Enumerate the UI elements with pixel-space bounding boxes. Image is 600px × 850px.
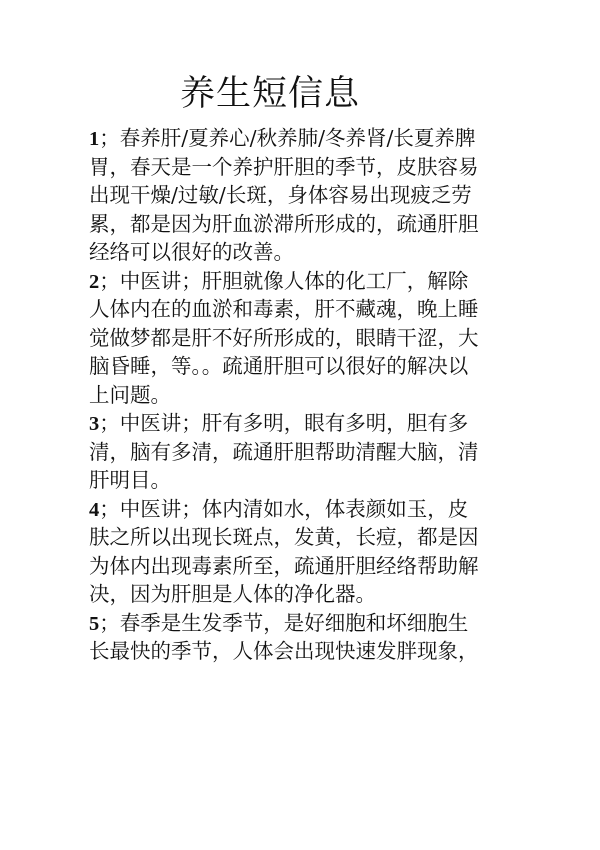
paragraph-line: 决，因为肝胆是人体的净化器。 bbox=[89, 582, 376, 606]
paragraph-5 bbox=[89, 609, 529, 666]
paragraph-number: 2 bbox=[89, 270, 100, 293]
paragraph-line: 清，脑有多清，疏通肝胆帮助清醒大脑，清 bbox=[89, 439, 479, 464]
paragraph-line: 觉做梦都是肝不好所形成的，眼睛干涩，大 bbox=[89, 325, 479, 350]
line-text: ；中医讲；体内清如水，体表颜如玉，皮 bbox=[99, 496, 469, 521]
paragraph-line: 肤之所以出现长斑点，发黄，长痘，都是因 bbox=[89, 525, 479, 549]
document-title: 养生短信息 bbox=[180, 74, 361, 114]
paragraph-line: 为体内出现毒素所至，疏通肝胆经络帮助解 bbox=[89, 553, 479, 578]
paragraph-line: 胃，春天是一个养护肝胆的季节，皮肤容易 bbox=[89, 154, 479, 179]
paragraph-number: 1 bbox=[89, 128, 100, 150]
paragraph-line bbox=[89, 267, 529, 296]
paragraph-line: 累，都是因为肝血淤滞所形成的，疏通肝胆 bbox=[89, 211, 479, 236]
paragraph-2 bbox=[89, 267, 529, 410]
paragraph-line bbox=[89, 124, 529, 153]
paragraph-4 bbox=[89, 495, 529, 609]
paragraph-line: 长最快的季节，人体会出现快速发胖现象， bbox=[89, 639, 479, 663]
paragraph-line bbox=[89, 409, 529, 438]
paragraph-number: 5 bbox=[89, 612, 100, 635]
paragraph-line: 人体内在的血淤和毒素，肝不藏魂，晚上睡 bbox=[89, 297, 479, 321]
paragraph-line: 上问题。 bbox=[89, 382, 171, 407]
line-text: ；春养肝/夏养心/秋养肺/冬养肾/长夏养脾 bbox=[99, 126, 476, 150]
paragraph-1 bbox=[89, 124, 529, 267]
paragraph-line: 脑昏睡，等。。疏通肝胆可以很好的解决以 bbox=[89, 354, 469, 378]
document-body bbox=[89, 124, 529, 666]
line-text: ；中医讲；肝胆就像人体的化工厂，解除 bbox=[99, 268, 469, 293]
paragraph-line: 出现干燥/过敏/长斑，身体容易出现疲乏劳 bbox=[89, 183, 472, 207]
line-text: ；春季是生发季节，是好细胞和坏细胞生 bbox=[99, 610, 469, 635]
paragraph-line bbox=[89, 495, 529, 524]
paragraph-3 bbox=[89, 409, 529, 495]
paragraph-line: 经络可以很好的改善。 bbox=[89, 240, 294, 264]
paragraph-line bbox=[89, 609, 529, 638]
line-text: ；中医讲；肝有多明，眼有多明，胆有多 bbox=[99, 411, 469, 435]
paragraph-number: 4 bbox=[89, 498, 100, 521]
paragraph-line: 肝明目。 bbox=[89, 468, 171, 492]
paragraph-number: 3 bbox=[89, 413, 100, 435]
